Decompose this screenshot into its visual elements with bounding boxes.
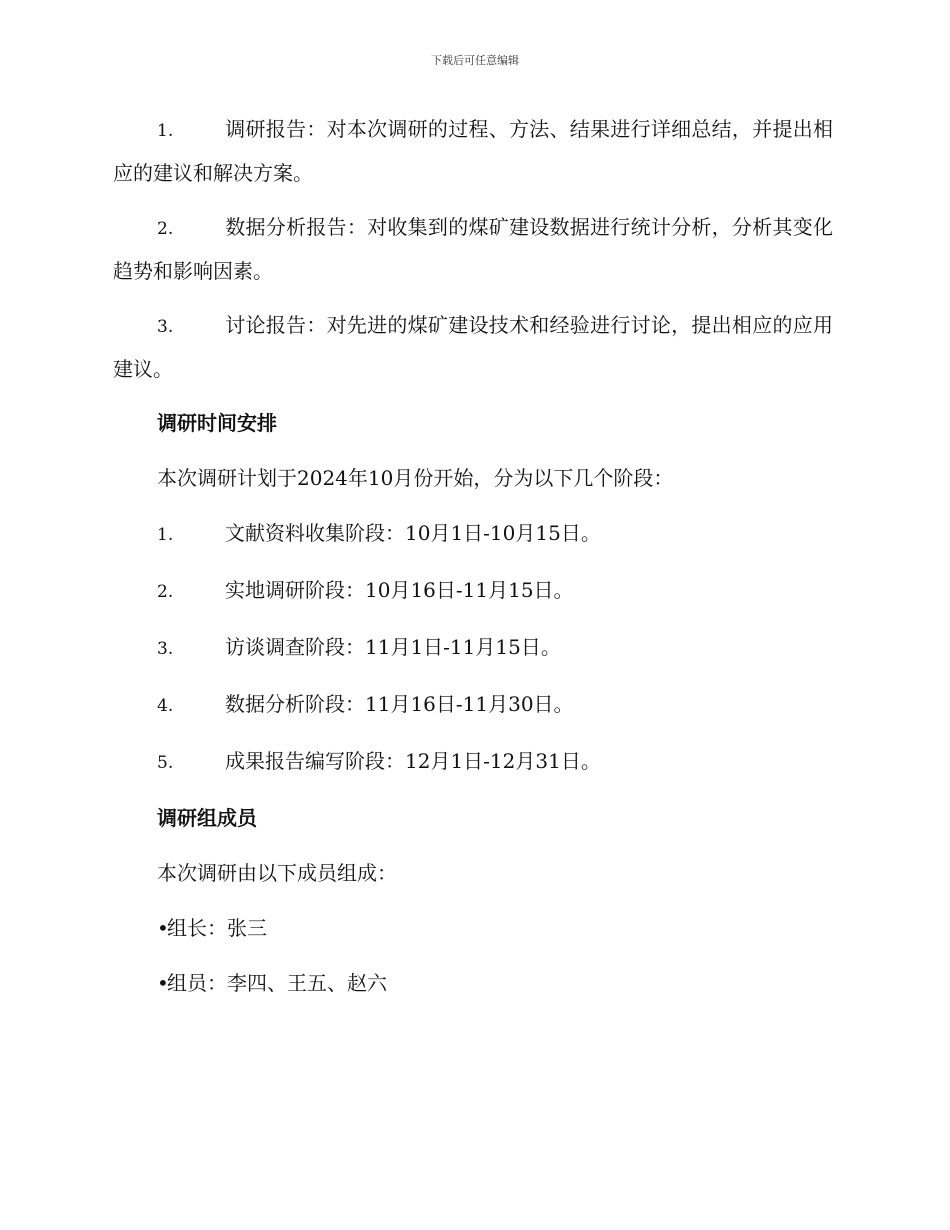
list-number: 2. — [157, 582, 174, 602]
list-text: 实地调研阶段：10月16日-11月15日。 — [225, 578, 574, 602]
report-item — [113, 206, 833, 292]
schedule-intro: 本次调研计划于2024年10月份开始，分为以下几个阶段： — [157, 466, 674, 490]
members-intro: 本次调研由以下成员组成： — [157, 861, 397, 885]
list-number: 5. — [157, 753, 174, 773]
schedule-heading: 调研时间安排 — [157, 411, 277, 435]
schedule-step — [113, 512, 833, 556]
list-text: 调研报告：对本次调研的过程、方法、结果进行详细总结，并提出相应的建议和解决方案。 — [113, 117, 833, 185]
list-number: 3. — [157, 639, 174, 659]
document-body — [113, 108, 833, 1017]
list-text: 数据分析报告：对收集到的煤矿建设数据进行统计分析，分析其变化趋势和影响因素。 — [113, 215, 833, 283]
list-number: 1. — [157, 525, 174, 545]
schedule-step — [113, 683, 833, 727]
page-header: 下载后可任意编辑 — [431, 54, 519, 67]
list-text: 文献资料收集阶段：10月1日-10月15日。 — [225, 521, 601, 545]
report-item — [113, 304, 833, 390]
list-text: 数据分析阶段：11月16日-11月30日。 — [225, 692, 574, 716]
schedule-step — [113, 740, 833, 784]
member-item — [157, 962, 833, 1004]
list-text: 讨论报告：对先进的煤矿建设技术和经验进行讨论，提出相应的应用建议。 — [113, 313, 833, 381]
member-text: 组长：张三 — [167, 916, 267, 940]
schedule-step — [113, 626, 833, 670]
list-number: 2. — [157, 219, 174, 239]
list-number: 4. — [157, 696, 174, 716]
member-item — [157, 907, 833, 949]
members-heading: 调研组成员 — [157, 806, 257, 830]
member-text: 组员：李四、王五、赵六 — [167, 971, 387, 995]
list-text: 成果报告编写阶段：12月1日-12月31日。 — [225, 749, 601, 773]
list-number: 1. — [157, 121, 174, 141]
bullet-icon: • — [157, 916, 169, 940]
list-number: 3. — [157, 317, 174, 337]
list-text: 访谈调查阶段：11月1日-11月15日。 — [225, 635, 561, 659]
bullet-icon: • — [157, 971, 169, 995]
schedule-step — [113, 569, 833, 613]
report-item — [113, 108, 833, 194]
